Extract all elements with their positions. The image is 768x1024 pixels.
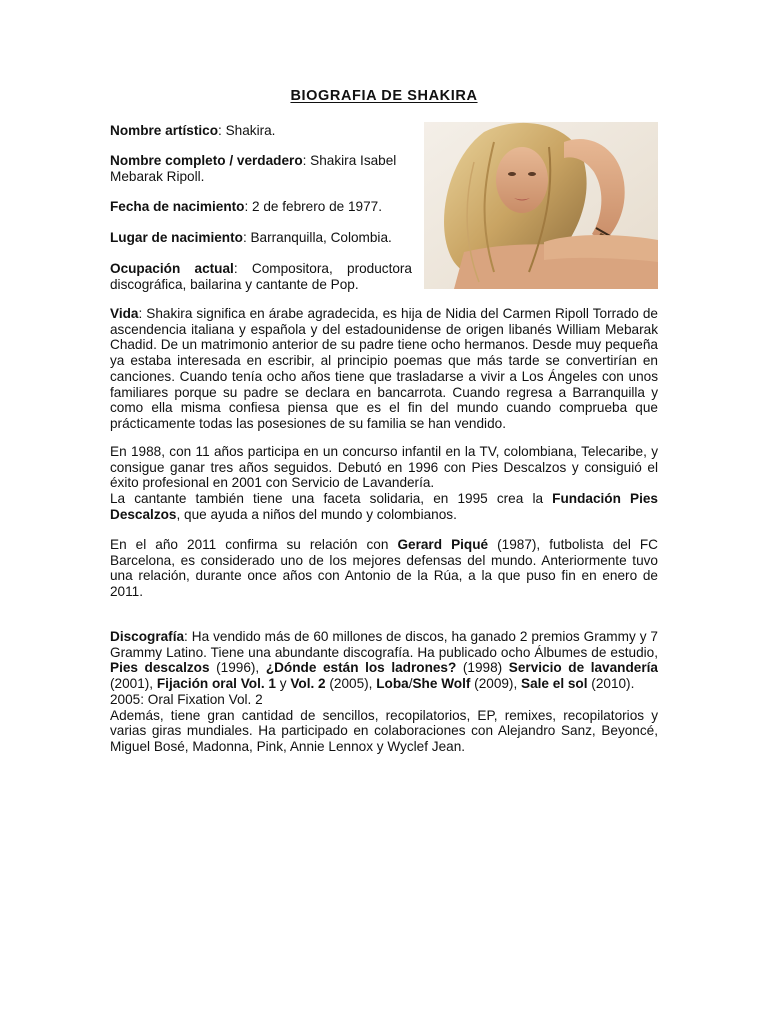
album-slash: / — [408, 676, 413, 692]
album-she-wolf: She Wolf — [412, 676, 471, 692]
relationship-intro: En el año 2011 confirma su relación con — [110, 537, 398, 552]
album-year: (2005), — [325, 676, 377, 692]
occupation-field — [110, 261, 412, 293]
album-year: (2010). — [587, 676, 635, 692]
discography-closing: Además, tiene gran cantidad de sencillos, recopilatorios, EP, remixes, recopilatorios y varias giras mundiales. Ha participado en colaboraciones con Alejandro Sanz, Beyoncé, Miguel Bosé, Madonna, Pink, Annie Lennox y Wyclef Jean. — [110, 707, 658, 754]
album-year: (1996), — [209, 660, 266, 676]
career-text: En 1988, con 11 años participa en un concurso infantil en la TV, colombiana, Telecaribe, y consigue ganar tres años seguidos. Debutó en 1996 con Pies Descalzos y consiguió el éxito profesional en 2001 con Servicio de Lavandería. — [110, 444, 658, 491]
foundation-name: Fundación Pies Descalzos — [110, 491, 658, 522]
album-conjunction: y — [275, 676, 291, 692]
career-paragraph — [110, 444, 658, 523]
page-title: BIOGRAFIA DE SHAKIRA — [290, 88, 478, 104]
artistic-name-value: : Shakira. — [218, 123, 276, 138]
album-pies-descalzos: Pies descalzos — [110, 660, 210, 676]
birth-date-value: : 2 de febrero de 1977. — [244, 199, 383, 214]
foundation-intro: La cantante también tiene una faceta solidaria, en 1995 crea la — [110, 491, 553, 507]
album-loba: Loba — [376, 676, 409, 692]
birth-place-label: Lugar de nacimiento — [110, 230, 243, 245]
foundation-tail: , que ayuda a niños del mundo y colombianos. — [176, 506, 457, 522]
occupation-value: : Compositora, productora discográfica, bailarina y cantante de Pop. — [110, 261, 412, 292]
occupation-label: Ocupación actual — [110, 261, 234, 276]
partner-name: Gerard Piqué — [397, 537, 489, 552]
album-donde-estan-los-ladrones: ¿Dónde están los ladrones? — [265, 660, 457, 676]
full-name-value: : Shakira Isabel Mebarak Ripoll. — [110, 153, 397, 184]
artistic-name-field — [110, 123, 412, 139]
life-label: Vida — [110, 306, 139, 321]
discography-intro: : Ha vendido más de 60 millones de discos, ha ganado 2 premios Grammy y 7 Grammy Latino. Tiene una abundante discografía. Ha publicado ocho Álbumes de estudio, — [110, 629, 658, 660]
birth-date-label: Fecha de nacimiento — [110, 199, 245, 214]
album-sale-el-sol: Sale el sol — [521, 676, 588, 692]
portrait-photo — [424, 122, 658, 289]
full-name-field — [110, 153, 412, 185]
relationship-paragraph — [110, 537, 658, 600]
oral-fixation-line: 2005: Oral Fixation Vol. 2 — [110, 691, 263, 707]
birth-place-value: : Barranquilla, Colombia. — [242, 230, 392, 245]
birth-place-field — [110, 230, 412, 246]
album-year: (2009), — [470, 676, 522, 692]
discography-label: Discografía — [110, 629, 185, 644]
album-year: (1998) — [456, 660, 509, 676]
album-vol-2: Vol. 2 — [290, 676, 326, 692]
album-fijacion-oral-vol-1: Fijación oral Vol. 1 — [156, 676, 276, 692]
birth-date-field — [110, 199, 412, 215]
relationship-text: (1987), futbolista del FC Barcelona, es considerado uno de los mejores defensas del mundo. Anteriormente tuvo una relación, durante once años con Antonio de la Rúa, a la que puso fin en enero de 2011. — [110, 537, 658, 600]
portrait-photo-graphic — [424, 122, 658, 289]
discography-paragraph — [110, 629, 658, 755]
album-year: (2001), — [110, 676, 157, 692]
artistic-name-label: Nombre artístico — [110, 123, 219, 138]
album-servicio-de-lavanderia: Servicio de lavandería — [508, 660, 658, 676]
full-name-label: Nombre completo / verdadero — [110, 153, 303, 168]
life-text: : Shakira significa en árabe agradecida, es hija de Nidia del Carmen Ripoll Torrado de ascendencia italiana y española y del estadounidense de origen libanés William Mebarak Chadid. De un matrimonio anterior de su padre tiene ocho hermanos. Desde muy pequeña ya estaba interesada en escribir, al principio poemas que más tarde se convertirían en canciones. Cuando tenía ocho años tiene que trasladarse a vivir a Los Ángeles con unos familiares porque su padre se declara en bancarrota. Cuando regresa a Barranquilla y como ella misma confiesa piensa que es el fin del mundo cuando comprueba que prácticamente todas las posesiones de su familia se han vendido. — [110, 306, 658, 431]
life-paragraph — [110, 306, 658, 432]
